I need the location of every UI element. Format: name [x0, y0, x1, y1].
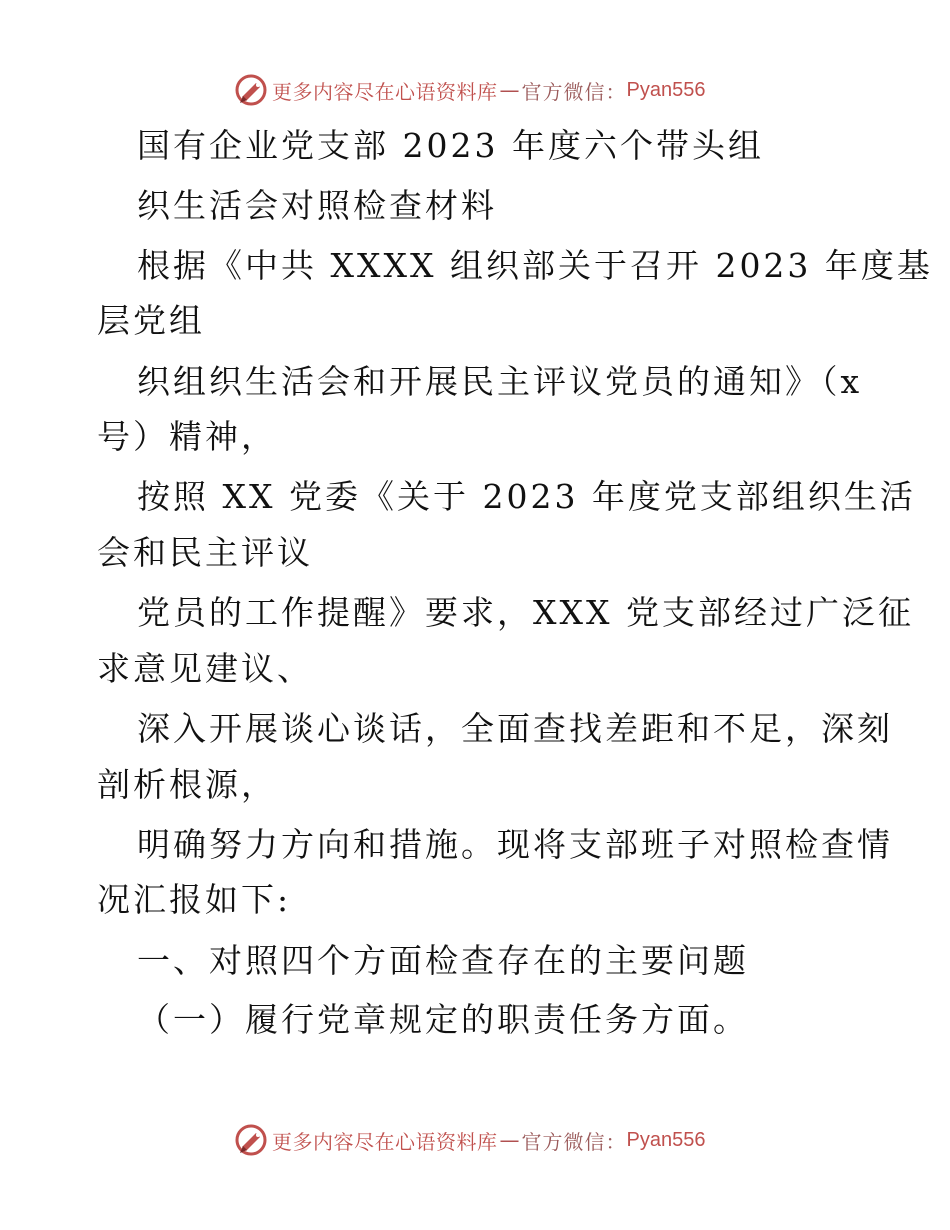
title-line-2: 织生活会对照检查材料 — [137, 186, 497, 225]
paragraph-line: 党员的工作提醒》要求，XXX 党支部经过广泛征 — [137, 593, 914, 632]
paragraph-line: 况汇报如下: — [97, 880, 292, 919]
paragraph-line: 剖析根源， — [97, 765, 277, 804]
watermark-dash: — — [499, 78, 520, 102]
watermark-text: 更多内容尽在心语资料库 — [272, 1129, 498, 1154]
section-heading: 一、对照四个方面检查存在的主要问题 — [137, 941, 749, 980]
paragraph-line: 按照 XX 党委《关于 2023 年度党支部组织生活 — [137, 477, 916, 516]
watermark-dash: — — [499, 1128, 520, 1152]
title-line-1: 国有企业党支部 2023 年度六个带头组 — [137, 126, 764, 165]
paragraph-line: 深入开展谈心谈话，全面查找差距和不足，深刻 — [137, 709, 893, 748]
paragraph-line: 层党组 — [97, 301, 205, 340]
watermark-account: Pyan556 — [626, 1128, 706, 1151]
watermark-account: Pyan556 — [626, 78, 706, 101]
subsection-heading: （一）履行党章规定的职责任务方面。 — [137, 1000, 749, 1039]
watermark-text: 更多内容尽在心语资料库 — [272, 79, 498, 104]
paragraph-line: 求意见建议、 — [97, 649, 313, 688]
pen-logo-icon — [234, 1123, 268, 1157]
paragraph-line: 根据《中共 XXXX 组织部关于召开 2023 年度基 — [137, 246, 933, 285]
watermark-label: 官方微信： — [521, 1129, 627, 1154]
footer-watermark — [234, 1122, 705, 1158]
paragraph-line: 明确努力方向和措施。现将支部班子对照检查情 — [137, 825, 893, 864]
header-watermark — [234, 72, 705, 108]
paragraph-line: 会和民主评议 — [97, 533, 313, 572]
paragraph-line: 号）精神， — [97, 417, 277, 456]
watermark-label: 官方微信： — [521, 79, 627, 104]
paragraph-line: 织组织生活会和开展民主评议党员的通知》（x — [137, 362, 863, 401]
pen-logo-icon — [234, 73, 268, 107]
